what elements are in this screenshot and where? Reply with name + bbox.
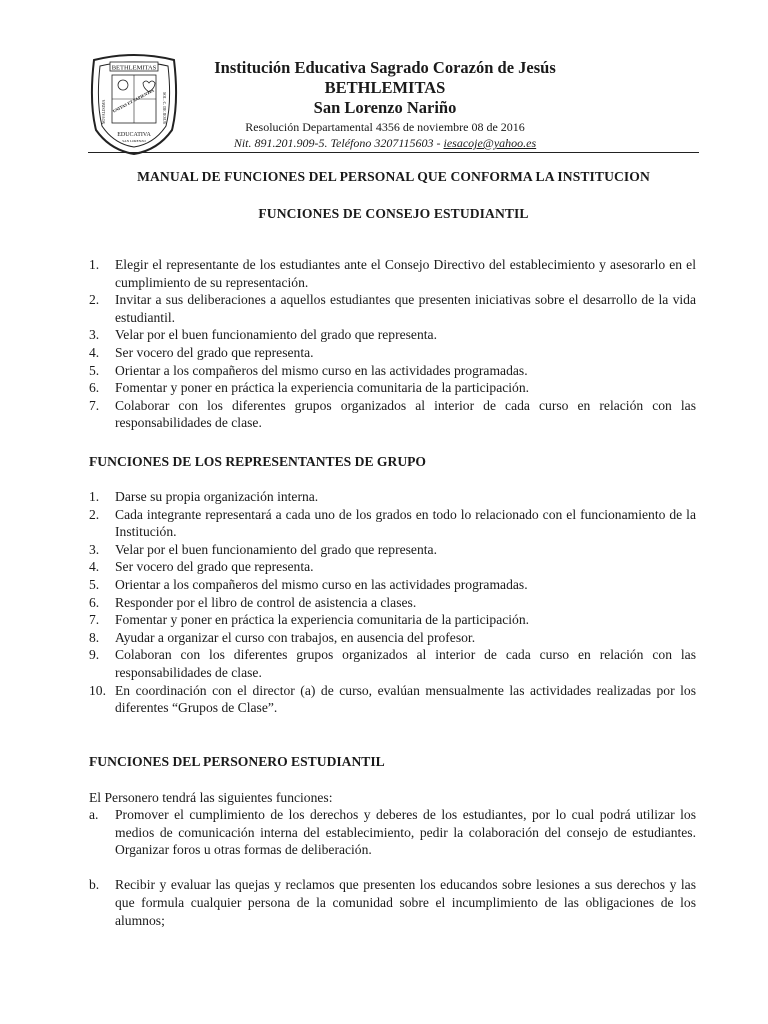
list-item-number: 2. — [89, 292, 100, 308]
consejo-function-item — [89, 291, 696, 326]
list-item-number: 4. — [89, 344, 100, 360]
crest-bottom-text: EDUCATIVA — [117, 132, 151, 138]
section-title-personero: FUNCIONES DEL PERSONERO ESTUDIANTIL — [89, 754, 385, 769]
list-item-text: Colaborar con los diferentes grupos organizados al interior de cada curso en relación con las responsabilidades de clase. — [115, 397, 696, 431]
list-item-number: 4. — [89, 559, 100, 575]
list-item-number: 1. — [89, 257, 100, 272]
section-title-consejo-estudiantil: FUNCIONES DE CONSEJO ESTUDIANTIL — [258, 206, 529, 221]
consejo-function-item — [89, 397, 696, 432]
list-item-number: 7. — [89, 612, 100, 628]
personero-list — [89, 806, 696, 929]
representante-function-item — [89, 558, 696, 576]
list-item-text: Orientar a los compañeros del mismo curso en las actividades programadas. — [115, 362, 528, 378]
document-title: MANUAL DE FUNCIONES DEL PERSONAL QUE CONFORMA LA INSTITUCION — [137, 169, 650, 184]
contact-line — [190, 135, 580, 151]
list-item-number: 7. — [89, 397, 100, 413]
list-item-number: 3. — [89, 327, 100, 343]
representantes-grupo-list — [89, 488, 696, 717]
institution-location: San Lorenzo Nariño — [313, 98, 457, 117]
personero-intro: El Personero tendrá las siguientes funciones: — [89, 790, 333, 805]
list-item-number: b. — [89, 877, 100, 893]
list-item-number: a. — [89, 807, 99, 822]
consejo-estudiantil-list — [89, 256, 696, 432]
list-item-text: Orientar a los compañeros del mismo curso en las actividades programadas. — [115, 576, 528, 592]
consejo-function-item — [89, 344, 696, 362]
representante-function-item — [89, 611, 696, 629]
list-item-number: 5. — [89, 576, 100, 592]
consejo-function-item — [89, 326, 696, 344]
list-item-text: Promover el cumplimiento de los derechos y deberes de los estudiantes, por lo cual podrá utilizar los medios de comunicación interna del establecimiento, pedir la colaboración del consejo de estudiantes. Organizar foros u otras formas de deliberación. — [115, 807, 696, 858]
institution-name: Institución Educativa Sagrado Corazón de Jesús — [214, 58, 556, 77]
resolution-line: Resolución Departamental 4356 de noviembre 08 de 2016 — [245, 120, 525, 134]
consejo-function-item — [89, 379, 696, 397]
personero-function-item — [89, 806, 696, 859]
consejo-function-item — [89, 362, 696, 380]
personero-function-item — [89, 876, 696, 929]
list-item-text: Elegir el representante de los estudiantes ante el Consejo Directivo del establecimiento y asesorarlo en el cumplimiento de su representación. — [115, 257, 696, 290]
list-item-number: 6. — [89, 594, 100, 610]
list-item-text: Ser vocero del grado que representa. — [115, 559, 314, 575]
representante-function-item — [89, 594, 696, 612]
list-item-text: Cada integrante representará a cada uno de los grados en todo lo relacionado con el funcionamiento de la Institución. — [115, 506, 696, 540]
crest-right-text: SOL. C. DE JESUS — [162, 92, 167, 124]
institution-crest-logo — [86, 52, 182, 156]
letterhead — [190, 58, 580, 151]
list-item-text: Recibir y evaluar las quejas y reclamos que presenten los educandos sobre lesiones a sus derechos y las que formula cualquier persona de la comunidad sobre el incumplimiento de las obligaciones de los alumnos; — [115, 877, 696, 928]
representante-function-item — [89, 506, 696, 541]
consejo-function-item — [89, 256, 696, 291]
crest-bottom-small-text: SAN LORENZO — [122, 139, 146, 143]
representante-function-item — [89, 576, 696, 594]
list-item-number: 5. — [89, 362, 100, 378]
list-item-number: 9. — [89, 647, 100, 663]
representante-function-item — [89, 488, 696, 506]
list-item-number: 6. — [89, 380, 100, 396]
representante-function-item — [89, 541, 696, 559]
section-title-representantes-grupo: FUNCIONES DE LOS REPRESENTANTES DE GRUPO — [89, 454, 427, 469]
list-item-text: Velar por el buen funcionamiento del grado que representa. — [115, 541, 437, 557]
list-item-number: 8. — [89, 629, 100, 645]
list-item-text: Responder por el libro de control de asistencia a clases. — [115, 594, 417, 610]
list-item-text: Darse su propia organización interna. — [115, 489, 319, 504]
institution-short-name: BETHLEMITAS — [324, 78, 446, 97]
list-item-number: 10. — [89, 682, 106, 698]
list-item-number: 3. — [89, 541, 100, 557]
crest-banner-text: BETHLEMITAS — [111, 64, 157, 72]
representante-function-item — [89, 629, 696, 647]
list-item-number: 1. — [89, 489, 100, 504]
crest-left-text: NOVALISIMA — [101, 99, 106, 125]
header-divider — [88, 152, 699, 153]
list-item-text: Ayudar a organizar el curso con trabajos, en ausencia del profesor. — [115, 629, 476, 645]
list-item-text: Fomentar y poner en práctica la experiencia comunitaria de la participación. — [115, 612, 530, 628]
crest-center-text: UNITAS ET SAPIENTIA — [111, 87, 155, 114]
contact-email-link[interactable]: iesacoje@yahoo.es — [443, 136, 537, 150]
contact-nit-phone: Nit. 891.201.909-5. Teléfono 3207115603 - — [233, 136, 444, 150]
list-item-text: Fomentar y poner en práctica la experiencia comunitaria de la participación. — [115, 380, 530, 396]
representante-function-item — [89, 646, 696, 681]
list-item-text: Invitar a sus deliberaciones a aquellos estudiantes que presenten iniciativas sobre el desarrollo de la vida estudiantil. — [115, 292, 696, 325]
list-item-number: 2. — [89, 506, 100, 522]
list-item-text: Ser vocero del grado que representa. — [115, 344, 314, 360]
list-item-text: Velar por el buen funcionamiento del grado que representa. — [115, 327, 437, 343]
representante-function-item — [89, 682, 696, 717]
list-item-text: En coordinación con el director (a) de curso, evalúan mensualmente las actividades realizadas por los diferentes “Grupos de Clase”. — [115, 682, 696, 716]
list-item-text: Colaboran con los diferentes grupos organizados al interior de cada curso en relación con las responsabilidades de clase. — [115, 647, 696, 680]
